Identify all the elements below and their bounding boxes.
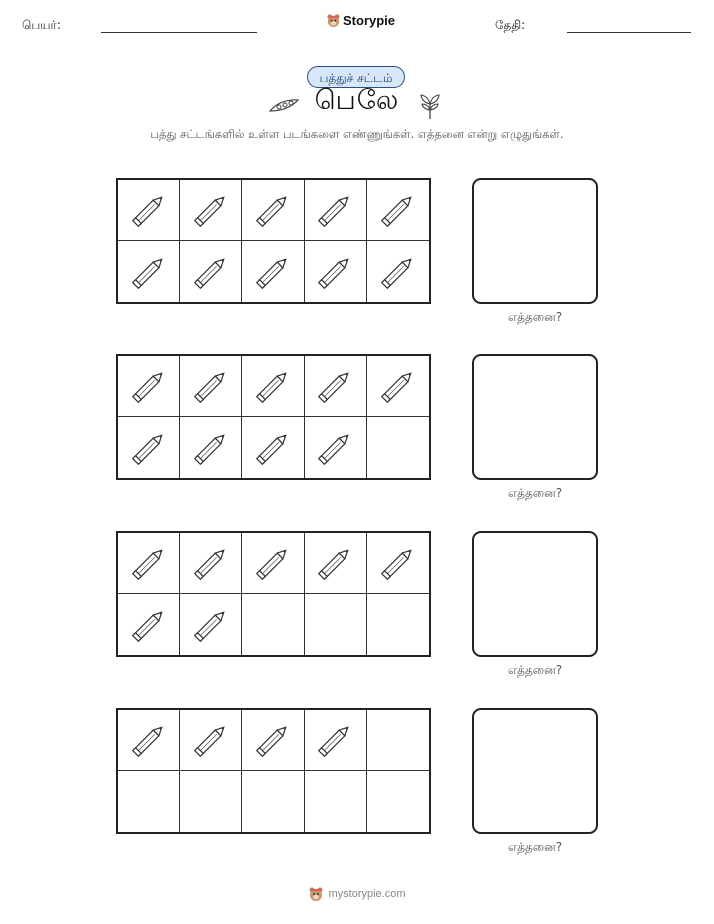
ten-frame-cell	[180, 771, 242, 832]
ten-frame-cell	[305, 771, 367, 832]
ten-frame-cell	[242, 241, 304, 302]
ten-frame-cell	[305, 417, 367, 478]
answer-box[interactable]	[472, 708, 598, 834]
ten-frame-cell	[118, 710, 180, 771]
ten-frame	[116, 178, 431, 304]
ten-frame-cell	[305, 180, 367, 241]
ten-frame-cell	[242, 180, 304, 241]
name-label: பெயர்:	[22, 18, 61, 32]
ten-frame-cell	[305, 594, 367, 655]
ten-frame-cell	[180, 533, 242, 594]
topic-badge: பத்துச் சட்டம்	[307, 66, 405, 88]
ten-frame-cell	[305, 533, 367, 594]
answer-box[interactable]	[472, 178, 598, 304]
ten-frame-cell	[242, 356, 304, 417]
bear-icon	[326, 13, 341, 28]
ten-frame-cell	[118, 771, 180, 832]
ten-frame-cell	[180, 356, 242, 417]
how-many-label: எத்தனை?	[507, 486, 563, 500]
bear-icon	[308, 886, 324, 902]
ten-frame-cell	[367, 356, 429, 417]
ten-frame-cell	[367, 533, 429, 594]
ten-frame	[116, 531, 431, 657]
how-many-label: எத்தனை?	[507, 310, 563, 324]
sprout-icon	[418, 92, 442, 120]
ten-frame-cell	[367, 710, 429, 771]
answer-box[interactable]	[472, 531, 598, 657]
name-line[interactable]	[101, 32, 257, 33]
ten-frame-cell	[118, 356, 180, 417]
ten-frame-cell	[305, 710, 367, 771]
ten-frame-cell	[118, 533, 180, 594]
ten-frame-cell	[118, 594, 180, 655]
ten-frame-cell	[180, 180, 242, 241]
footer-url[interactable]: mystorypie.com	[328, 888, 406, 900]
ten-frame-cell	[118, 241, 180, 302]
footer	[0, 886, 714, 902]
date-line[interactable]	[567, 32, 691, 33]
brand-logo	[326, 13, 395, 28]
ten-frame-cell	[305, 356, 367, 417]
date-label: தேதி:	[495, 18, 526, 32]
ten-frame-cell	[367, 241, 429, 302]
instructions: பத்து சட்டங்களில் உள்ள படங்களை எண்ணுங்கள். எத்தனை என்று எழுதுங்கள்.	[150, 127, 564, 141]
ten-frame-cell	[180, 417, 242, 478]
ten-frame-cell	[305, 241, 367, 302]
ten-frame-cell	[242, 710, 304, 771]
ten-frame	[116, 354, 431, 480]
how-many-label: எத்தனை?	[507, 840, 563, 854]
ten-frame-cell	[180, 710, 242, 771]
ten-frame-cell	[118, 180, 180, 241]
ten-frame-cell	[242, 594, 304, 655]
brand-name: Storypie	[343, 13, 396, 28]
ten-frame-cell	[367, 417, 429, 478]
ten-frame-cell	[367, 594, 429, 655]
ten-frame-cell	[118, 417, 180, 478]
ten-frame-cell	[242, 771, 304, 832]
ten-frame-cell	[180, 594, 242, 655]
ten-frame-cell	[367, 180, 429, 241]
ten-frame-cell	[367, 771, 429, 832]
ten-frame-cell	[180, 241, 242, 302]
page-title: பெலே	[314, 85, 400, 116]
ten-frame-cell	[242, 533, 304, 594]
ten-frame	[116, 708, 431, 834]
how-many-label: எத்தனை?	[507, 663, 563, 677]
ten-frame-cell	[242, 417, 304, 478]
answer-box[interactable]	[472, 354, 598, 480]
